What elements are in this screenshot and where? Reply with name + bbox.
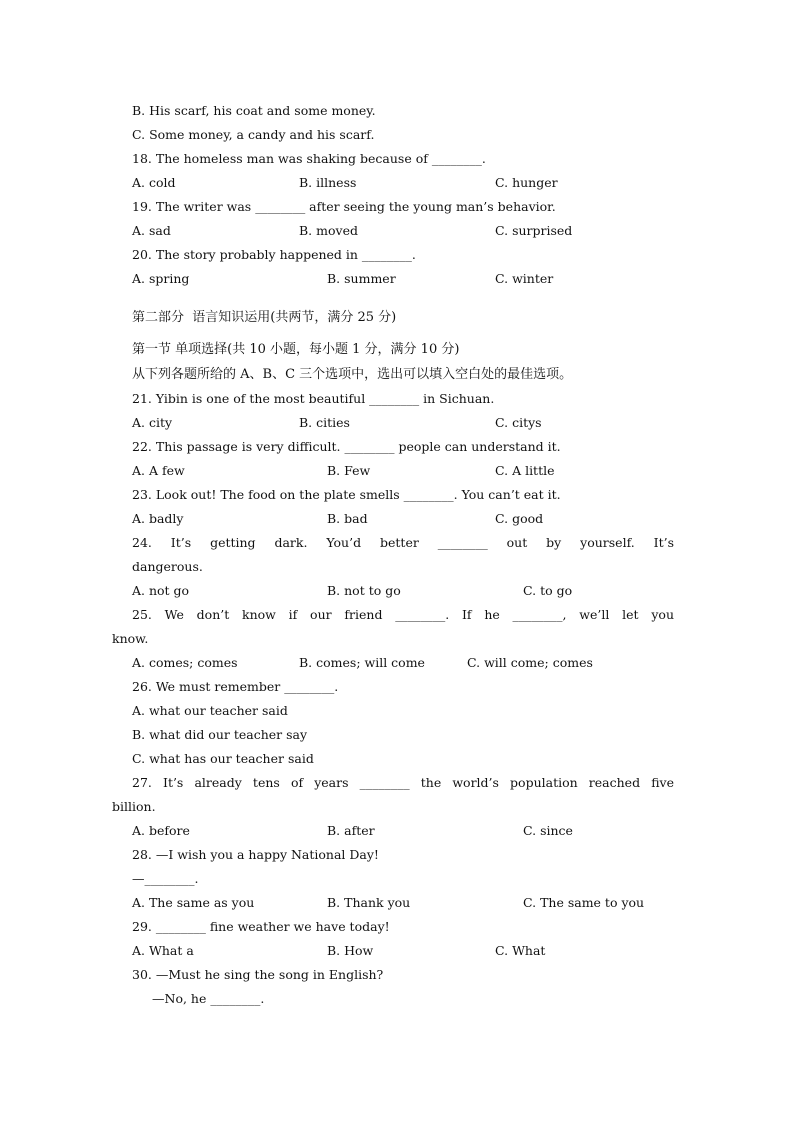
option-b: B. Thank you xyxy=(327,895,411,910)
option-a: A. cold xyxy=(132,175,176,190)
question-25: 25. We don’t know if our friend ________. If he ________, we’ll let you xyxy=(132,607,674,622)
part-heading: 第二部分 语言知识运用(共两节，满分 25 分) xyxy=(132,310,397,325)
option-c: C. since xyxy=(523,823,573,838)
option-c: C. hunger xyxy=(495,175,558,190)
question-26: 26. We must remember ________. xyxy=(132,679,339,694)
question-30-reply: —No, he ________. xyxy=(152,991,265,1006)
option-b: B. cities xyxy=(299,415,350,430)
question-22: 22. This passage is very difficult. ________ people can understand it. xyxy=(132,439,561,454)
option-b: B. bad xyxy=(327,511,368,526)
option-a: A. badly xyxy=(132,511,184,526)
option-a: A. A few xyxy=(132,463,185,478)
option-c: C. A little xyxy=(495,463,555,478)
option-b: B. How xyxy=(327,943,374,958)
question-21: 21. Yibin is one of the most beautiful ________ in Sichuan. xyxy=(132,391,495,406)
option-b: B. Few xyxy=(327,463,371,478)
option-line: C. Some money, a candy and his scarf. xyxy=(132,127,375,142)
instructions: 从下列各题所给的 A、B、C 三个选项中，选出可以填入空白处的最佳选项。 xyxy=(132,367,573,382)
question-19: 19. The writer was ________ after seeing the young man’s behavior. xyxy=(132,199,556,214)
option-c: C. citys xyxy=(495,415,542,430)
option-b: B. after xyxy=(327,823,375,838)
question-18: 18. The homeless man was shaking because of ________. xyxy=(132,151,486,166)
option-c: C. surprised xyxy=(495,223,573,238)
question-28: 28. —I wish you a happy National Day! xyxy=(132,847,379,862)
option-b: B. comes; will come xyxy=(299,655,425,670)
question-20: 20. The story probably happened in ________. xyxy=(132,247,416,262)
option-c: C. What xyxy=(495,943,546,958)
option-b: B. summer xyxy=(327,271,396,286)
option-a: A. sad xyxy=(132,223,171,238)
option-b: B. illness xyxy=(299,175,357,190)
question-23: 23. Look out! The food on the plate smells ________. You can’t eat it. xyxy=(132,487,561,502)
option-line: B. His scarf, his coat and some money. xyxy=(132,103,376,118)
option-a: A. The same as you xyxy=(132,895,255,910)
option-c: C. good xyxy=(495,511,544,526)
option-a: A. What a xyxy=(132,943,194,958)
option-a: A. city xyxy=(132,415,173,430)
option-c: C. winter xyxy=(495,271,554,286)
question-29: 29. ________ fine weather we have today! xyxy=(132,919,390,934)
option-b: B. not to go xyxy=(327,583,401,598)
option-c: C. The same to you xyxy=(523,895,645,910)
option-a: A. before xyxy=(132,823,190,838)
question-28-reply: —________. xyxy=(132,871,199,886)
section-heading: 第一节 单项选择(共 10 小题，每小题 1 分，满分 10 分) xyxy=(132,342,460,357)
option-b: B. moved xyxy=(299,223,358,238)
question-25-continuation: know. xyxy=(112,631,149,646)
option-a: A. what our teacher said xyxy=(132,703,288,718)
option-c: C. what has our teacher said xyxy=(132,751,314,766)
question-27-continuation: billion. xyxy=(112,799,156,814)
question-24-continuation: dangerous. xyxy=(132,559,203,574)
option-a: A. not go xyxy=(132,583,190,598)
option-b: B. what did our teacher say xyxy=(132,727,308,742)
question-27: 27. It’s already tens of years ________ the world’s population reached five xyxy=(132,775,674,790)
option-a: A. spring xyxy=(132,271,190,286)
question-24: 24. It’s getting dark. You’d better ________ out by yourself. It’s xyxy=(132,535,674,550)
option-c: C. will come; comes xyxy=(467,655,593,670)
option-a: A. comes; comes xyxy=(132,655,238,670)
option-c: C. to go xyxy=(523,583,573,598)
question-30: 30. —Must he sing the song in English? xyxy=(132,967,384,982)
